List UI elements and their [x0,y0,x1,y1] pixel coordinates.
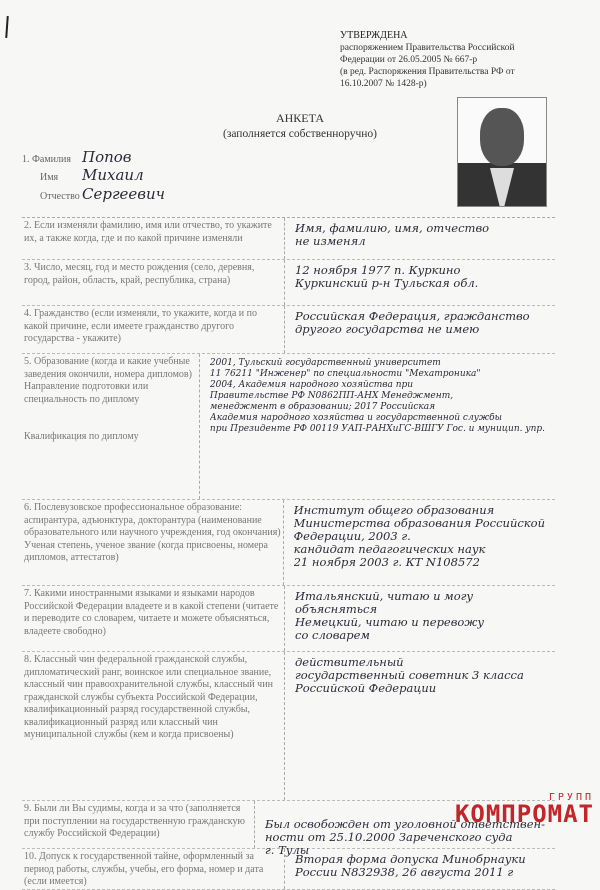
answer-line: Правительстве РФ N0862ПП-АНХ Менеджмент, [209,391,454,401]
question-text: 10. Допуск к государственной тайне, оформленный за период работы, службы, учебы, его форма, номер и дата (если имеется) [22,849,285,889]
answer-line: 12 ноября 1977 п. Куркино [295,264,461,277]
answer-line: Российской Федерации [295,682,437,695]
answer-line: России N832938, 26 августа 2011 г [295,866,514,879]
pen-mark [5,16,9,38]
handwritten-answer [285,586,555,651]
approved-line: 16.10.2007 № 1428-р) [340,79,427,89]
answer-line: Министерства образования Российской [293,517,545,530]
watermark-logo [454,792,594,828]
question-text: 4. Гражданство (если изменяли, то укажите, когда и по какой причине, если имеете гражданство другого государства - укажите) [22,306,285,353]
approved-heading: УТВЕРЖДЕНА [340,30,408,41]
table-row [22,218,555,260]
question-text: 3. Число, месяц, год и место рождения (село, деревня, город, район, область, край, республика, страна) [22,260,285,305]
question-text: 5. Образование (когда и какие учебные заведения окончили, номера дипломов) Направление подготовки или специальность по диплому Квалификация по диплому [22,354,200,499]
surname-row [22,148,132,166]
answer-line: Академия народного хозяйства и государственной службы [209,413,502,423]
handwritten-answer [200,354,555,499]
table-row [22,500,555,586]
patronymic-label: Отчество [40,191,80,202]
handwritten-answer [285,260,555,305]
answer-line: объясняться [295,603,378,616]
form-subtitle: (заполняется собственноручно) [222,128,378,140]
table-row [22,306,555,354]
question-text: 8. Классный чин федеральной гражданской службы, дипломатический ранг, воинское или специальное звание, классный чин правоохранительной службы, классный чин гражданской службы субъекта Российской Федерации, квалификационный разряд государственной службы, квалификационный разряд или классный чин муниципальной службы (кем и когда присвоены) [22,652,285,800]
surname-value: Попов [82,148,132,166]
question-text: 7. Какими иностранными языками и языками народов Российской Федерации владеете и в какой степени (читаете и переводите со словарем, читаете и можете объясняться, владеете свободно) [22,586,285,651]
name-value: Михаил [82,166,144,184]
answer-line: не изменял [295,235,366,248]
approved-line: Федерации от 26.05.2005 № 667-р [340,55,478,65]
questionnaire-table [22,217,555,890]
answer-line: Итальянский, читаю и могу [295,590,474,603]
table-row [22,260,555,306]
watermark-main: КОМПРОМАТ [454,800,594,828]
question-text: 6. Послевузовское профессиональное образование: аспирантура, адъюнктура, докторантура (наименование образовательного или научного учреждения, год окончания) Ученая степень, ученое звание (когда присвоены, номера дипломов, аттестатов) [22,500,284,585]
answer-line: 21 ноября 2003 г. КТ N108572 [293,556,480,569]
patronymic-row [22,185,165,203]
name-row [22,166,144,184]
name-label: Имя [40,172,59,183]
portrait-photo [457,97,547,207]
handwritten-answer [284,500,555,585]
table-row [22,354,555,500]
answer-line: Куркинский р-н Тульская обл. [295,277,479,290]
answer-line: менеджмент в образовании; 2017 Российская [209,402,436,412]
answer-line: 2004, Академия народного хозяйства при [209,380,414,390]
answer-line: при Президенте РФ 00119 УАП-РАНХиГС-ВШГУ Гос. и муницип. упр. [209,424,545,434]
form-title: АНКЕТА [275,111,325,125]
answer-line: Немецкий, читаю и перевожу [295,616,485,629]
answer-line: Институт общего образования [293,504,495,517]
answer-line: Был освобожден от уголовной ответствен- [264,818,545,831]
answer-line: Имя, фамилию, имя, отчество [295,222,490,235]
answer-line: со словарем [295,629,370,642]
answer-line: государственный советник 3 класса [295,669,524,682]
question-text: 9. Были ли Вы судимы, когда и за что (заполняется при поступлении на государственную гражданскую службу Российской Федерации) [22,801,255,848]
table-row [22,586,555,652]
answer-line: другого государства не имею [295,323,480,336]
answer-line: 11 76211 "Инженер" по специальности "Мехатроника" [209,369,481,379]
answer-line: 2001, Тульский государственный университет [209,358,441,368]
surname-label: 1. Фамилия [22,154,71,165]
answer-line: г. Тулы [264,844,310,857]
handwritten-answer [285,218,555,259]
answer-line: кандидат педагогических наук [293,543,486,556]
answer-line: ности от 25.10.2000 Зареченского суда [264,831,513,844]
approved-line: распоряжением Правительства Российской [340,43,515,53]
approved-line: (в ред. Распоряжения Правительства РФ от [340,67,515,77]
watermark-top: ГРУПП [548,792,594,803]
answer-line: Федерации, 2003 г. [293,530,411,543]
handwritten-answer [285,652,555,800]
answer-line: Российская Федерация, гражданство [295,310,530,323]
handwritten-answer [285,849,555,889]
answer-line: Вторая форма допуска Минобрнауки [295,853,526,866]
question-text: 2. Если изменяли фамилию, имя или отчество, то укажите их, а также когда, где и по какой причине изменяли [22,218,285,259]
patronymic-value: Сергеевич [82,185,166,203]
table-row [22,652,555,801]
approval-stamp-text [340,30,515,90]
answer-line: действительный [295,656,404,669]
handwritten-answer [285,306,555,353]
table-row [22,849,555,890]
